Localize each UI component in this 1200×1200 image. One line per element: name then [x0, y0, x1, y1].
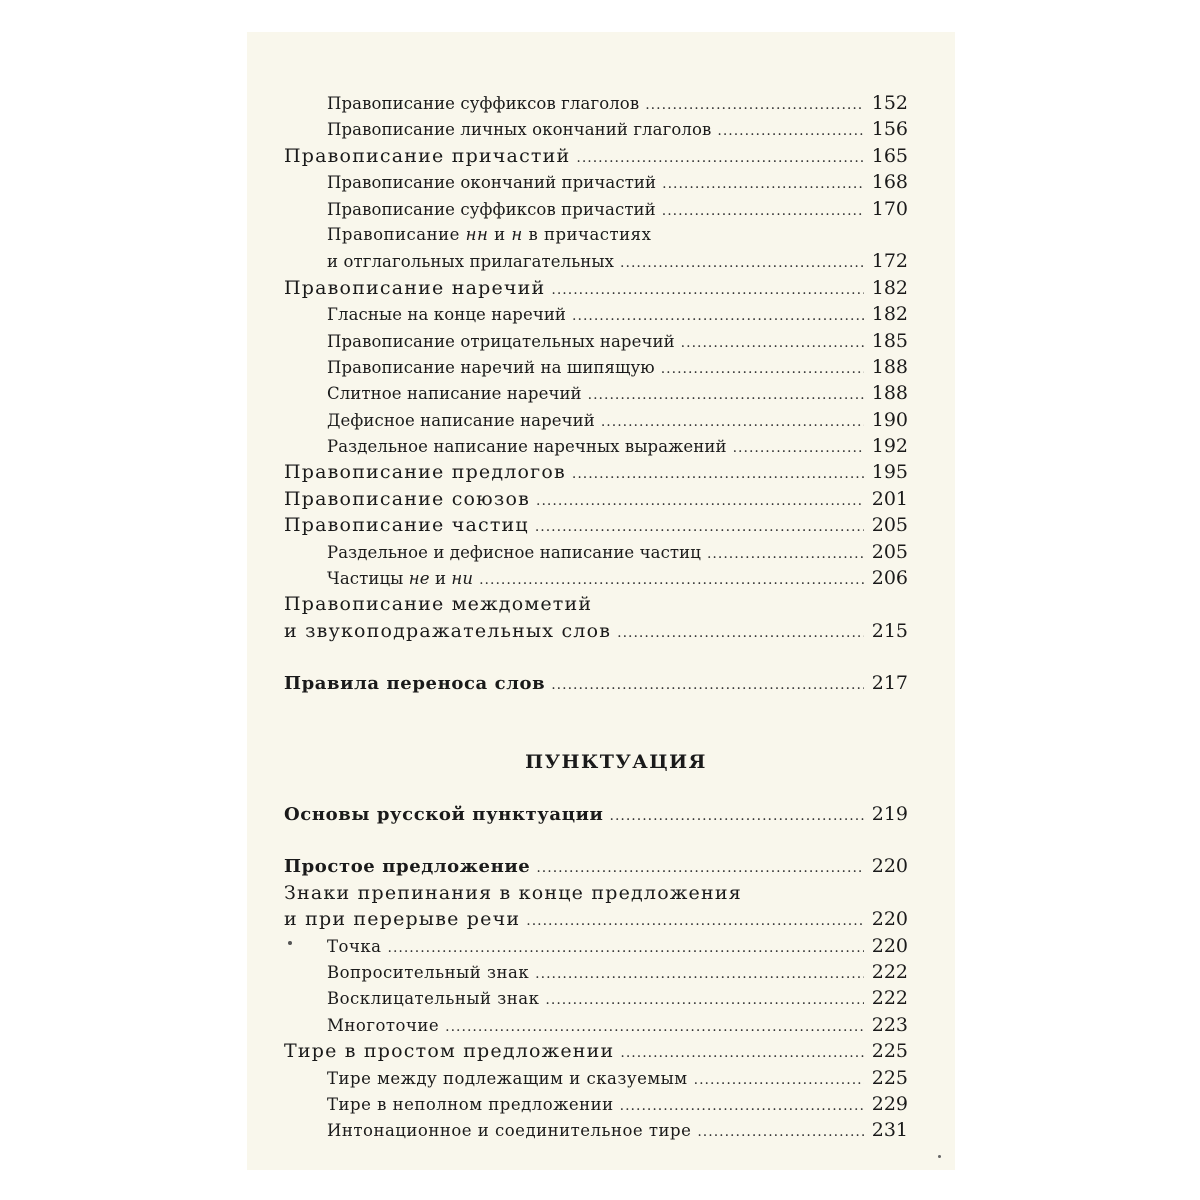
toc-entry-title: Правописание суффиксов причастий — [327, 199, 656, 219]
toc-entry-page: 170 — [871, 197, 908, 220]
toc-entry — [284, 1065, 908, 1091]
toc-entry-title: Дефисное написание наречий — [327, 410, 595, 430]
toc-leader — [601, 409, 864, 435]
toc-entry-title: Правописание наречий на шипящую — [327, 357, 655, 377]
toc-entry — [284, 801, 908, 827]
toc-entry — [284, 196, 908, 222]
toc-entry-title: и отглагольных прилагательных — [327, 252, 615, 272]
toc-entry-page: 172 — [871, 250, 908, 273]
toc-entry-page: 222 — [871, 987, 908, 1010]
toc-entry-page: 201 — [871, 487, 908, 510]
toc-leader — [694, 1067, 864, 1093]
toc-entry — [284, 539, 908, 565]
toc-entry — [284, 459, 908, 485]
toc-leader — [662, 171, 864, 197]
toc-leader — [620, 250, 864, 276]
toc-entry-page: 223 — [871, 1013, 908, 1036]
toc-entry-title: и звукоподражательных слов — [284, 619, 612, 642]
bullet-dot — [288, 941, 292, 945]
toc-leader — [545, 987, 864, 1013]
toc-leader — [479, 567, 864, 593]
toc-leader — [551, 672, 864, 698]
toc-entry-title: Раздельное написание наречных выражений — [327, 437, 727, 457]
toc-entry-page: 225 — [871, 1040, 908, 1063]
toc-leader — [572, 303, 864, 329]
toc-entry — [284, 407, 908, 433]
toc-leader — [645, 92, 864, 118]
toc-entry-page: 219 — [871, 802, 908, 825]
toc-entry — [284, 1038, 908, 1064]
toc-leader — [551, 277, 864, 303]
toc-entry — [284, 1091, 908, 1117]
toc-leader — [536, 855, 864, 881]
toc-entry — [284, 880, 908, 933]
toc-entry-page: 215 — [871, 619, 908, 642]
toc-entry — [284, 116, 908, 142]
toc-entry — [284, 565, 908, 591]
toc-leader — [697, 1119, 864, 1145]
toc-leader — [610, 803, 865, 829]
toc-leader — [388, 935, 865, 961]
toc-leader — [572, 461, 864, 487]
toc-entry-title: Правописание личных окончаний глаголов — [327, 120, 712, 140]
toc-entry-title: Гласные на конце наречий — [327, 305, 567, 325]
toc-entry-title: Правописание наречий — [284, 276, 546, 299]
toc-entry-title: Восклицательный знак — [327, 989, 540, 1009]
table-of-contents — [284, 90, 908, 1144]
toc-entry-page: 220 — [871, 934, 908, 957]
toc-leader — [681, 330, 864, 356]
toc-entry-page: 185 — [871, 329, 908, 352]
toc-entry — [284, 512, 908, 538]
toc-entry — [284, 354, 908, 380]
toc-entry-page: 182 — [871, 276, 908, 299]
toc-entry-title: Правописание причастий — [284, 144, 571, 167]
toc-entry-page: 220 — [871, 908, 908, 931]
toc-entry — [284, 985, 908, 1011]
toc-entry — [284, 328, 908, 354]
toc-entry-title: Многоточие — [327, 1015, 440, 1035]
toc-entry-page: 229 — [871, 1092, 908, 1115]
toc-entry-title: Тире в простом предложении — [284, 1040, 615, 1063]
toc-entry-page: 156 — [871, 118, 908, 141]
toc-entry-title: Правописание союзов — [284, 487, 531, 510]
toc-leader — [617, 620, 864, 646]
toc-entry-page: 188 — [871, 355, 908, 378]
toc-entry-title: Правописание предлогов — [284, 461, 566, 484]
toc-entry — [284, 1012, 908, 1038]
toc-entry-page: 192 — [871, 435, 908, 458]
toc-leader — [535, 514, 864, 540]
toc-entry-title-line1: Знаки препинания в конце предложения — [284, 881, 742, 904]
toc-entry — [284, 143, 908, 169]
toc-entry-page: 190 — [871, 408, 908, 431]
toc-entry-page: 222 — [871, 960, 908, 983]
toc-leader — [536, 488, 864, 514]
toc-entry-title: Вопросительный знак — [327, 962, 530, 982]
toc-leader — [662, 198, 864, 224]
toc-leader — [526, 908, 864, 934]
book-page — [247, 32, 955, 1170]
toc-entry — [284, 959, 908, 985]
toc-entry-title: Правописание окончаний причастий — [327, 173, 657, 193]
toc-leader — [733, 435, 864, 461]
toc-leader — [620, 1093, 864, 1119]
toc-entry-page: 205 — [871, 540, 908, 563]
toc-entry — [284, 380, 908, 406]
toc-entry-page: 165 — [871, 144, 908, 167]
toc-entry-title: Правила переноса слов — [284, 673, 546, 695]
toc-entry-title: Точка — [327, 936, 382, 956]
toc-leader — [707, 541, 864, 567]
toc-leader — [445, 1014, 864, 1040]
toc-entry-page: 195 — [871, 461, 908, 484]
toc-entry-title: Тире в неполном предложении — [327, 1094, 614, 1114]
toc-entry-title: Правописание отрицательных наречий — [327, 331, 675, 351]
toc-entry-title: Простое предложение — [284, 856, 531, 878]
toc-entry-title: Правописание суффиксов глаголов — [327, 94, 640, 113]
toc-entry-title: и при перерыве речи — [284, 908, 521, 931]
toc-entry-title: Тире между подлежащим и сказуемым — [327, 1068, 688, 1088]
toc-entry — [284, 90, 908, 116]
toc-entry-page: 188 — [871, 382, 908, 405]
toc-leader — [661, 356, 864, 382]
toc-entry — [284, 670, 908, 696]
toc-entry-title: Правописание частиц — [284, 514, 529, 537]
toc-entry-title-line1: Правописание нн и н в причастиях — [327, 224, 652, 244]
toc-leader — [717, 118, 864, 144]
toc-entry-page: 205 — [871, 514, 908, 537]
toc-entry-page: 225 — [871, 1066, 908, 1089]
toc-entry-page: 206 — [871, 567, 908, 590]
toc-entry — [284, 433, 908, 459]
toc-leader — [576, 145, 864, 171]
toc-entry-page: 220 — [871, 855, 908, 878]
toc-entry — [284, 591, 908, 644]
toc-entry — [284, 486, 908, 512]
toc-leader — [535, 961, 864, 987]
toc-entry — [284, 222, 908, 275]
toc-entry-title-line1: Правописание междометий — [284, 593, 593, 616]
toc-entry-page: 231 — [871, 1119, 908, 1142]
toc-entry-title: Частицы не и ни — [327, 569, 474, 589]
toc-leader — [620, 1040, 864, 1066]
toc-entry-title: Интонационное и соединительное тире — [327, 1121, 692, 1141]
toc-entry — [284, 275, 908, 301]
toc-entry-page: 217 — [871, 672, 908, 695]
toc-leader — [588, 382, 864, 408]
toc-entry — [284, 301, 908, 327]
toc-entry-title: Основы русской пунктуации — [284, 803, 604, 825]
toc-entry-page: 168 — [871, 171, 908, 194]
section-heading: ПУНКТУАЦИЯ — [525, 750, 707, 773]
toc-entry-title: Слитное написание наречий — [327, 384, 582, 404]
toc-entry — [284, 853, 908, 879]
paper-speck — [938, 1155, 941, 1158]
toc-entry — [284, 169, 908, 195]
toc-entry-page: 152 — [871, 92, 908, 114]
toc-entry-title: Раздельное и дефисное написание частиц — [327, 542, 701, 562]
toc-entry — [284, 933, 908, 959]
toc-entry-page: 182 — [871, 303, 908, 326]
toc-entry — [284, 1117, 908, 1143]
